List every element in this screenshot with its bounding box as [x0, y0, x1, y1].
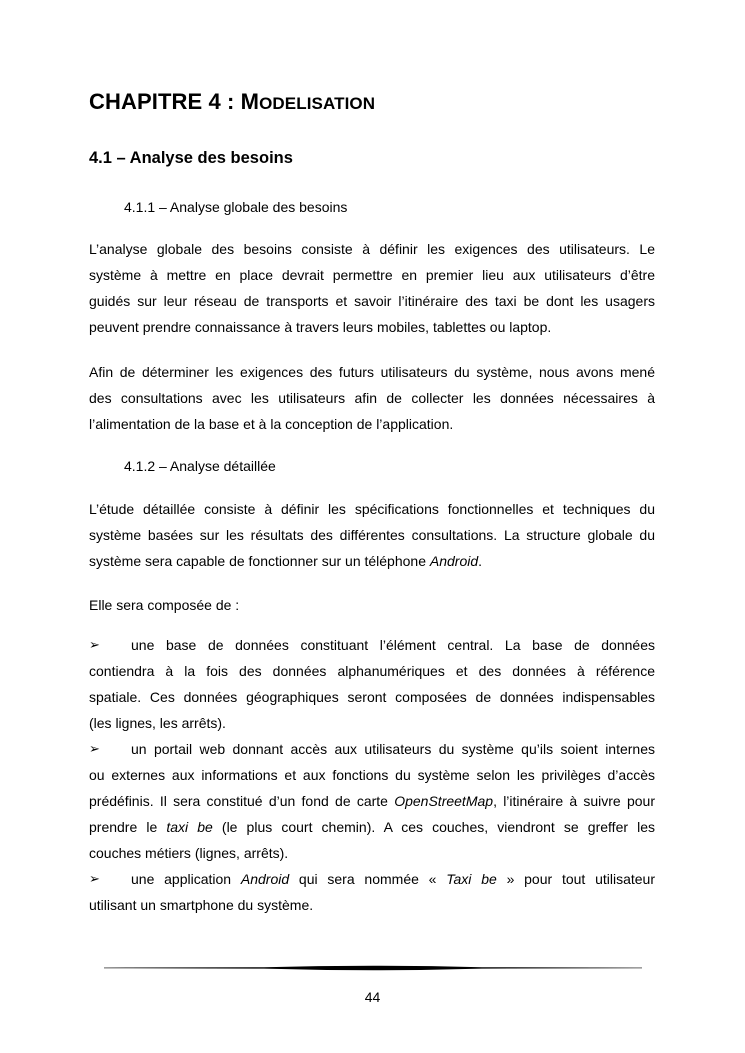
paragraph-2: [89, 359, 655, 437]
bullet-first-line: [89, 736, 655, 762]
bullet-line: couches métiers (lignes, arrêts).: [89, 845, 289, 861]
paragraph-line: des consultations avec les utilisateurs afin de collecter les données nécessaires à: [89, 390, 655, 406]
bullet-line: ou externes aux informations et aux fonctions du système selon les privilèges d’accès: [89, 767, 655, 783]
bullet-line: [131, 866, 655, 892]
footer-divider: [104, 962, 642, 974]
bullet-line: [89, 788, 655, 814]
bullet-first-line: [89, 632, 655, 658]
text-run: , l’itinéraire à suivre pour: [493, 793, 655, 809]
bullet-item-3: [89, 866, 655, 918]
page-number: 44: [364, 989, 381, 1005]
text-run: .: [478, 553, 483, 569]
text-run: système sera capable de fonctionner sur un téléphone: [89, 553, 430, 569]
italic-run: Taxi be: [446, 871, 497, 887]
paragraph-3: [89, 496, 655, 574]
bullet-line: contiendra à la fois des données alphanumériques et des données à référence: [89, 663, 655, 679]
arrow-bullet-icon: ➢: [89, 637, 100, 652]
paragraph-1: [89, 236, 655, 340]
italic-run: OpenStreetMap: [394, 793, 494, 809]
paragraph-line: Afin de déterminer les exigences des futurs utilisateurs du système, nous avons mené: [89, 364, 655, 380]
text-run: prédéfinis. Il sera constitué d’un fond de carte: [89, 793, 395, 809]
section-heading: 4.1 – Analyse des besoins: [89, 149, 293, 167]
bullet-line: utilisant un smartphone du système.: [89, 897, 314, 913]
chapter-title: [89, 89, 375, 115]
bullet-item-1: [89, 632, 655, 736]
paragraph-line: guidés sur leur réseau de transports et savoir l’itinéraire des taxi be dont les usagers: [89, 293, 655, 309]
arrow-bullet-icon: ➢: [89, 871, 100, 886]
chapter-title-rest: ODELISATION: [259, 94, 376, 113]
paragraph-line: système à mettre en place devrait permettre en premier lieu aux utilisateurs d’être: [89, 267, 655, 283]
italic-run: Android: [429, 553, 479, 569]
paragraph-line: [89, 548, 655, 574]
text-run: prendre le: [89, 819, 167, 835]
paragraph-line: L’analyse globale des besoins consiste à définir les exigences des utilisateurs. Le: [89, 241, 655, 257]
paragraph-line: Elle sera composée de :: [89, 597, 240, 613]
bullet-line: un portail web donnant accès aux utilisateurs du système qu’ils soient internes: [131, 741, 655, 757]
text-run: (le plus court chemin). A ces couches, viendront se greffer les: [212, 819, 656, 835]
paragraph-4: [89, 592, 655, 618]
paragraph-line: L’étude détaillée consiste à définir les spécifications fonctionnelles et techniques du: [89, 501, 655, 517]
italic-run: taxi be: [166, 819, 213, 835]
bullet-line: (les lignes, les arrêts).: [89, 715, 226, 731]
chapter-title-prefix: CHAPITRE 4 : M: [89, 89, 260, 114]
bullet-line: une base de données constituant l’élément central. La base de données: [131, 637, 655, 653]
bullet-line: [89, 814, 655, 840]
subsection-heading-1: 4.1.1 – Analyse globale des besoins: [124, 199, 348, 215]
paragraph-line: l’alimentation de la base et à la conception de l’application.: [89, 416, 454, 432]
text-run: » pour tout utilisateur: [496, 871, 656, 887]
bullet-line: spatiale. Ces données géographiques seront composées de données indispensables: [89, 689, 655, 705]
bullet-first-line: [89, 866, 655, 892]
bullet-item-2: [89, 736, 655, 866]
paragraph-line: peuvent prendre connaissance à travers leurs mobiles, tablettes ou laptop.: [89, 319, 552, 335]
subsection-heading-2: 4.1.2 – Analyse détaillée: [124, 458, 276, 474]
arrow-bullet-icon: ➢: [89, 741, 100, 756]
italic-run: Android: [240, 871, 290, 887]
text-run: qui sera nommée «: [289, 871, 447, 887]
paragraph-line: système basées sur les résultats des différentes consultations. La structure globale du: [89, 527, 655, 543]
text-run: une application: [131, 871, 241, 887]
